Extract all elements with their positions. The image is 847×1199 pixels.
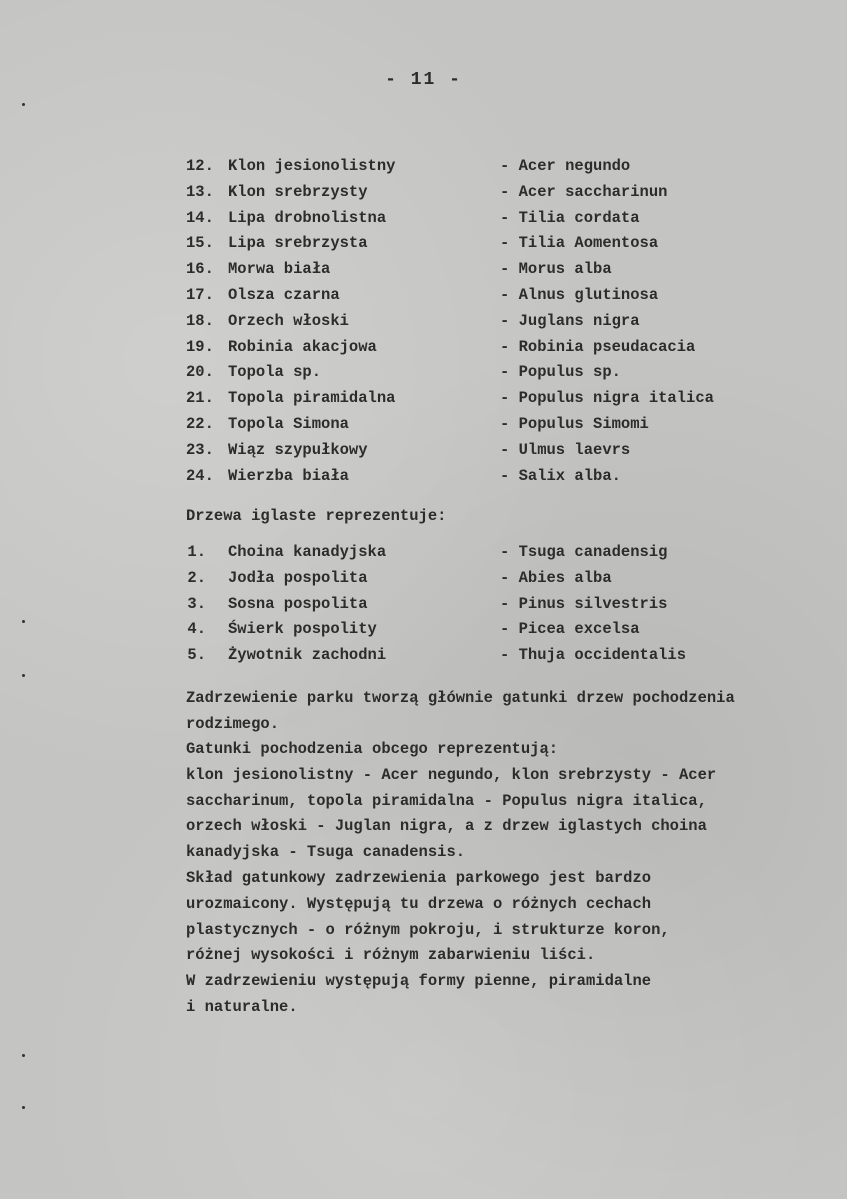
list-item xyxy=(186,643,687,669)
polish-name: Lipa drobnolistna xyxy=(228,208,387,227)
conifer-tree-list xyxy=(186,540,687,669)
item-number: 20. xyxy=(186,363,214,382)
polish-name: Wierzba biała xyxy=(228,466,349,485)
polish-name: Topola sp. xyxy=(228,363,322,382)
polish-name: Robinia akacjowa xyxy=(228,337,377,356)
polish-name: Żywotnik zachodni xyxy=(228,646,387,665)
list-item xyxy=(186,386,714,412)
list-item xyxy=(186,464,621,490)
list-item xyxy=(186,206,640,232)
latin-name: - Acer saccharinun xyxy=(500,182,668,201)
polish-name: Klon srebrzysty xyxy=(228,182,368,201)
list-item xyxy=(186,335,696,361)
item-number: 12. xyxy=(186,157,214,175)
polish-name: Sosna pospolita xyxy=(228,594,368,613)
paragraph-native-species xyxy=(186,686,826,738)
latin-name: - Juglans nigra xyxy=(500,311,640,330)
item-number: 4. xyxy=(187,620,206,639)
item-number: 17. xyxy=(186,285,214,304)
latin-name: - Acer negundo xyxy=(500,157,631,175)
item-number: 2. xyxy=(187,568,206,587)
item-number: 13. xyxy=(186,182,214,201)
latin-name: - Tilia cordata xyxy=(500,208,640,227)
list-item xyxy=(186,309,640,335)
list-item xyxy=(186,592,668,618)
polish-name: Klon jesionolistny xyxy=(228,157,396,175)
text-line: klon jesionolistny - Acer negundo, klon srebrzysty - Acer xyxy=(186,765,717,784)
scan-speck xyxy=(22,674,25,677)
polish-name: Jodła pospolita xyxy=(228,568,368,587)
scan-speck xyxy=(22,103,25,106)
list-item xyxy=(186,540,668,566)
latin-name: - Alnus glutinosa xyxy=(500,285,659,304)
latin-name: - Salix alba. xyxy=(500,466,621,485)
polish-name: Olsza czarna xyxy=(228,285,340,304)
list-item xyxy=(186,180,668,206)
latin-name: - Pinus silvestris xyxy=(500,594,668,613)
text-line: Zadrzewienie parku tworzą głównie gatunki drzew pochodzenia xyxy=(186,689,735,707)
scan-speck xyxy=(22,1106,25,1109)
text-line: Skład gatunkowy zadrzewienia parkowego jest bardzo xyxy=(186,869,652,887)
paragraph-foreign-species xyxy=(186,737,826,866)
list-item xyxy=(186,438,631,464)
latin-name: - Populus Simomi xyxy=(500,414,649,433)
item-number: 19. xyxy=(186,337,214,356)
latin-name: - Tilia Aomentosa xyxy=(500,234,659,253)
paragraph-species-composition xyxy=(186,866,826,969)
deciduous-tree-list xyxy=(186,154,714,489)
page-number: - 11 - xyxy=(385,70,462,90)
item-number: 5. xyxy=(187,646,206,665)
text-line: plastycznych - o różnym pokroju, i strukturze koron, xyxy=(186,920,670,939)
list-item xyxy=(186,566,612,592)
item-number: 3. xyxy=(187,594,206,613)
polish-name: Topola Simona xyxy=(228,414,349,433)
item-number: 22. xyxy=(186,414,214,433)
latin-name: - Morus alba xyxy=(500,260,612,279)
item-number: 1. xyxy=(187,543,206,561)
latin-name: - Populus nigra italica xyxy=(500,389,714,408)
item-number: 14. xyxy=(186,208,214,227)
polish-name: Morwa biała xyxy=(228,260,331,279)
latin-name: - Robinia pseudacacia xyxy=(500,337,696,356)
text-line: urozmaicony. Występują tu drzewa o różnych cechach xyxy=(186,894,652,913)
list-item xyxy=(186,283,659,309)
text-line: Gatunki pochodzenia obcego reprezentują: xyxy=(186,740,559,758)
scan-speck xyxy=(22,620,25,623)
latin-name: - Thuja occidentalis xyxy=(500,646,687,665)
polish-name: Orzech włoski xyxy=(228,311,349,330)
latin-name: - Populus sp. xyxy=(500,363,621,382)
item-number: 21. xyxy=(186,389,214,408)
item-number: 16. xyxy=(186,260,214,279)
latin-name: - Picea excelsa xyxy=(500,620,640,639)
list-item xyxy=(186,231,659,257)
polish-name: Świerk pospolity xyxy=(228,620,377,639)
polish-name: Choina kanadyjska xyxy=(228,543,387,561)
polish-name: Lipa srebrzysta xyxy=(228,234,368,253)
list-item xyxy=(186,360,621,386)
scan-speck xyxy=(22,1054,25,1057)
text-line: kanadyjska - Tsuga canadensis. xyxy=(186,843,466,862)
text-line: i naturalne. xyxy=(186,997,298,1016)
list-item xyxy=(186,154,631,180)
polish-name: Topola piramidalna xyxy=(228,389,396,408)
polish-name: Wiąz szypułkowy xyxy=(228,440,368,459)
latin-name: - Ulmus laevrs xyxy=(500,440,631,459)
list-item xyxy=(186,412,649,438)
list-item xyxy=(186,617,640,643)
conifer-heading: Drzewa iglaste reprezentuje: xyxy=(186,507,447,525)
item-number: 24. xyxy=(186,466,214,485)
item-number: 15. xyxy=(186,234,214,253)
text-line: orzech włoski - Juglan nigra, a z drzew iglastych choina xyxy=(186,817,707,836)
text-line: W zadrzewieniu występują formy pienne, piramidalne xyxy=(186,972,652,990)
list-item xyxy=(186,257,612,283)
latin-name: - Abies alba xyxy=(500,568,612,587)
item-number: 23. xyxy=(186,440,214,459)
text-line: rodzimego. xyxy=(186,714,280,733)
item-number: 18. xyxy=(186,311,214,330)
text-line: różnej wysokości i różnym zabarwieniu liści. xyxy=(186,946,596,965)
latin-name: - Tsuga canadensig xyxy=(500,543,668,561)
text-line: saccharinum, topola piramidalna - Populus nigra italica, xyxy=(186,791,707,810)
paragraph-tree-forms xyxy=(186,969,826,1021)
